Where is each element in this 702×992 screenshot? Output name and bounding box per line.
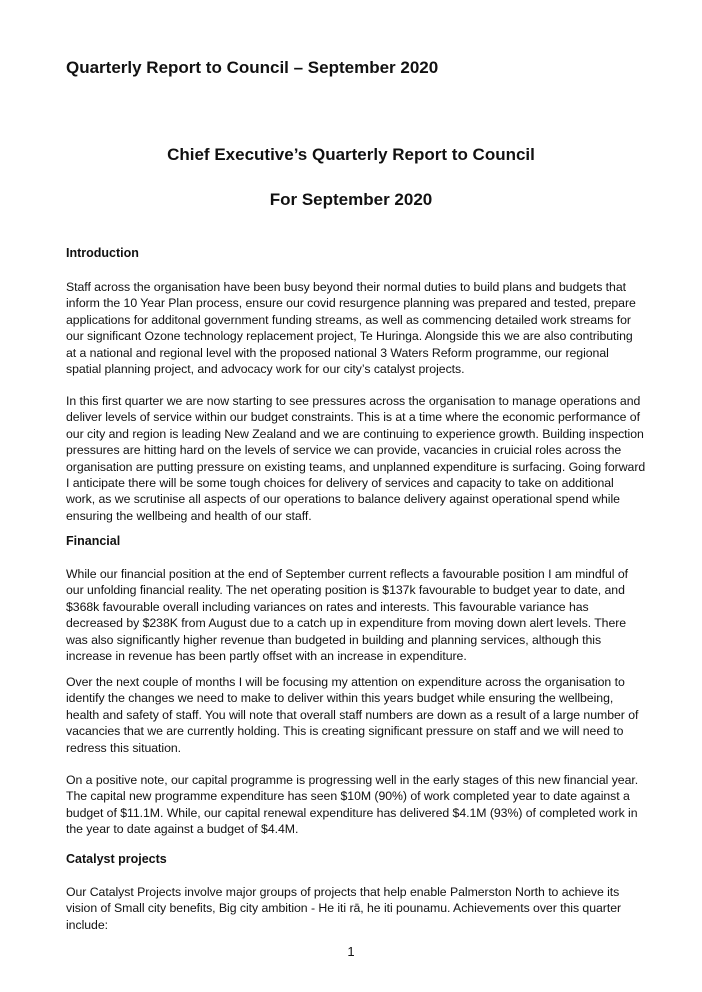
financial-paragraph-2: Over the next couple of months I will be focusing my attention on expenditure across the organisation to identify the changes we need to make to deliver within this years budget while ensuring the wellbeing, health and safety of staff. You will note that overall staff numbers are down as a result of a large number of vacancies that we are currently holding. This is creating significant pressure on staff and we will need to redress this situation.: [66, 675, 639, 755]
section-heading-introduction: Introduction: [66, 246, 139, 260]
report-header-title: Quarterly Report to Council – September 2020: [66, 58, 439, 77]
page-number: 1: [347, 944, 355, 959]
introduction-paragraph-2: In this first quarter we are now starting to see pressures across the organisation to manage operations and deliver levels of service within our budget constraints. This is at a time where the economic performance of our city and region is leading New Zealand and we are continuing to experience growth. Building inspection pressures are hitting hard on the levels of service we can provide, vacancies in cruicial roles across the organisation are putting pressure on existing teams, and unplanned expenditure is surfacing. Going forward I anticipate there will be some tough choices for delivery of services and capacity to take on additional work, as we scrutinise all aspects of our operations to balance delivery against operational spend while ensuring the wellbeing and health of our staff.: [66, 394, 646, 523]
section-heading-catalyst-projects: Catalyst projects: [66, 852, 167, 866]
financial-paragraph-3: On a positive note, our capital programme is progressing well in the early stages of this new financial year. The capital new programme expenditure has seen $10M (90%) of work completed year to date against a budget of $11.1M. While, our capital renewal expenditure has delivered $4.1M (93%) of completed work in the year to date against a budget of $4.4M.: [66, 773, 639, 837]
document-title: Chief Executive’s Quarterly Report to Council: [167, 145, 535, 164]
section-heading-financial: Financial: [66, 534, 121, 548]
catalyst-paragraph-1: Our Catalyst Projects involve major groups of projects that help enable Palmerston North to achieve its vision of Small city benefits, Big city ambition - He iti rā, he iti pounamu. Achievements over this quarter include:: [66, 885, 622, 932]
document-subtitle: For September 2020: [269, 190, 433, 209]
financial-paragraph-1: While our financial position at the end of September current reflects a favourable position I am mindful of our unfolding financial reality. The net operating position is $137k favourable to budget year to date, and $368k favourable overall including variances on rates and interests. This favourable variance has decreased by $238K from August due to a catch up in expenditure from moving down alert levels. There was also significantly higher revenue than budgeted in building and planning services, although this increase in revenue has been partly offset with an increase in expenditure.: [66, 567, 628, 664]
introduction-paragraph-1: Staff across the organisation have been busy beyond their normal duties to build plans and budgets that inform the 10 Year Plan process, ensure our covid resurgence planning was prepared and tested, prepare applications for additonal government funding streams, as well as commencing detailed work streams for our significant Ozone technology replacement project, Te Huringa. Alongside this we are also contributing at a national and regional level with the proposed national 3 Waters Reform programme, our regional spatial planning project, and advocacy work for our city’s catalyst projects.: [66, 280, 636, 377]
